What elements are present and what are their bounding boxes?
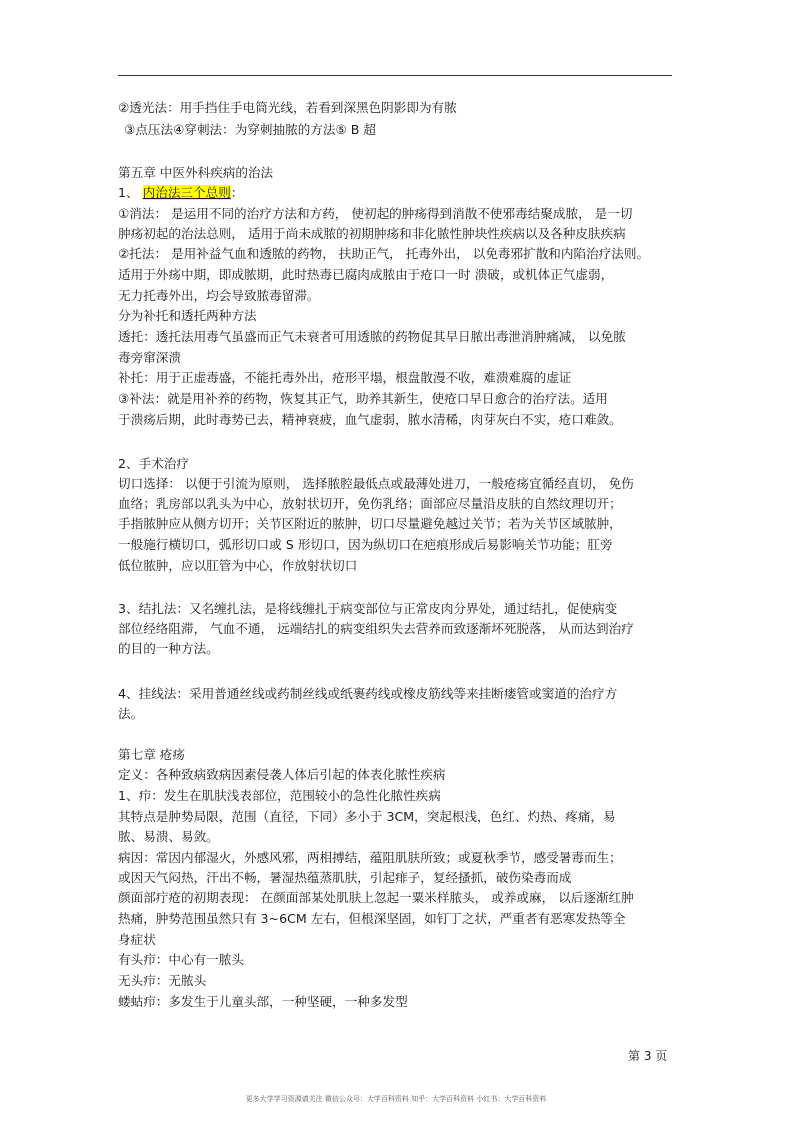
paragraph-line: ②托法： 是用补益气血和透脓的药物， 扶助正气， 托毒外出， 以免毒邪扩散和内陷治疗法则。 — [118, 246, 650, 261]
paragraph-line: 的目的一种方法。 — [118, 641, 219, 656]
paragraph-line: 透托：透托法用毒气虽盛而正气未衰者可用透脓的药物促其早日脓出毒泄消肿痛减， 以免脓 — [118, 329, 626, 344]
furuncle-heading: 1、疖：发生在肌肤浅表部位，范围较小的急性化脓性疾病 — [118, 788, 441, 803]
line-transillumination: ②透光法：用手挡住手电筒光线，若看到深黑色阴影即为有脓 — [118, 100, 457, 115]
paragraph-line: 肿疡初起的治法总则， 适用于尚未成脓的初期肿疡和非化脓性肿块性疾病以及各种皮肤疾病 — [118, 226, 626, 241]
footer-note: 更多大学学习资源请关注 微信公众号：大学百科资料 知乎：大学百科资料 小红书：大学百科资料 — [245, 1095, 547, 1103]
paragraph-line: 一般施行横切口，弧形切口或 S 形切口，因为纵切口在疤痕形成后易影响关节功能；肛旁 — [118, 537, 613, 552]
highlighted-term: 内治法三个总则 — [142, 185, 231, 200]
item-number: 1、 — [118, 185, 139, 200]
paragraph-line: 血络；乳房部以乳头为中心，放射状切开，免伤乳络；面部应尽量沿皮肤的自然纹理切开； — [118, 496, 622, 511]
paragraph-line: 补托：用于正虚毒盛，不能托毒外出，疮形平塌，根盘散漫不收，难溃难腐的虚证 — [118, 370, 572, 385]
seton-heading: 4、挂线法：采用普通丝线或药制丝线或纸裹药线或橡皮筋线等来挂断瘘管或窦道的治疗方 — [118, 686, 618, 701]
paragraph-line: ①消法： 是运用不同的治疗方法和方药， 使初起的肿疡得到消散不使邪毒结聚成脓， 是一切 — [118, 206, 633, 221]
chapter-7-heading: 第七章 疮疡 — [118, 747, 185, 762]
paragraph-line: 适用于外疡中期，即成脓期，此时热毒已腐肉成脓由于疮口一时 溃破，或机体正气虚弱， — [118, 267, 614, 282]
paragraph-line: 身症状 — [118, 932, 156, 947]
paragraph-line: ③补法：就是用补养的药物，恢复其正气，助养其新生，使疮口早日愈合的治疗法。适用 — [118, 391, 608, 406]
paragraph-line: 分为补托和透托两种方法 — [118, 308, 257, 323]
paragraph-line: 毒旁窜深溃 — [118, 350, 181, 365]
chapter-5-heading: 第五章 中医外科疾病的治法 — [118, 165, 274, 180]
paragraph-line: 于溃疡后期，此时毒势已去，精神衰疲，血气虚弱，脓水清稀，肉芽灰白不实，疮口难敛。 — [118, 412, 622, 427]
paragraph-line: 法。 — [118, 706, 144, 721]
ligation-heading: 3、结扎法：又名缠扎法，是将线缠扎于病变部位与正常皮肉分界处，通过结扎，促使病变 — [118, 601, 618, 616]
header-rule — [118, 75, 672, 76]
paragraph-line: 有头疖：中心有一脓头 — [118, 952, 244, 967]
colon: ： — [230, 185, 244, 200]
paragraph-line: 或因天气闷热，汗出不畅，暑湿热蕴蒸肌肤，引起痱子，复经搔抓，破伤染毒而成 — [118, 870, 572, 885]
paragraph-line: 部位经络阻滞， 气血不通， 远端结扎的病变组织失去营养而致逐渐坏死脱落， 从而达到治疗 — [118, 621, 634, 636]
definition-line: 定义：各种致病致病因素侵袭人体后引起的体表化脓性疾病 — [118, 767, 446, 782]
paragraph-line: 其特点是肿势局限，范围（直径，下同）多小于 3CM，突起根浅，色红、灼热、疼痛，易 — [118, 809, 616, 824]
paragraph-line: 切口选择： 以便于引流为原则， 选择脓腔最低点或最薄处进刀，一般疮疡宜循经直切， 免伤 — [118, 476, 634, 491]
paragraph-line: 无力托毒外出，均会导致脓毒留滞。 — [118, 288, 320, 303]
paragraph-line: 脓、易溃、易敛。 — [118, 829, 219, 844]
paragraph-line: 热痛，肿势范围虽然只有 3~6CM 左右，但根深坚固，如钉丁之状，严重者有恶寒发热等全 — [118, 911, 626, 926]
paragraph-line: 低位脓肿，应以肛管为中心，作放射状切口 — [118, 558, 358, 573]
paragraph-line: 病因：常因内郁湿火，外感风邪，两相搏结，蕴阻肌肤所致；或夏秋季节，感受暑毒而生； — [118, 850, 622, 865]
paragraph-line: 颜面部疔疮的初期表现： 在颜面部某处肌肤上忽起一粟米样脓头， 或养或麻， 以后逐渐红肿 — [118, 890, 634, 905]
paragraph-line: 无头疖：无脓头 — [118, 973, 207, 988]
page-number: 第 3 页 — [628, 1049, 668, 1063]
internal-treatment-heading — [118, 185, 243, 201]
paragraph-line: 手指脓肿应从侧方切开；关节区附近的脓肿，切口尽量避免越过关节；若为关节区域脓肿， — [118, 516, 622, 531]
paragraph-line: 蝼蛄疖：多发生于儿童头部，一种坚硬，一种多发型 — [118, 994, 408, 1009]
line-puncture-methods: ③点压法④穿刺法：为穿刺抽脓的方法⑤ B 超 — [124, 122, 377, 137]
surgery-heading: 2、手术治疗 — [118, 456, 189, 471]
